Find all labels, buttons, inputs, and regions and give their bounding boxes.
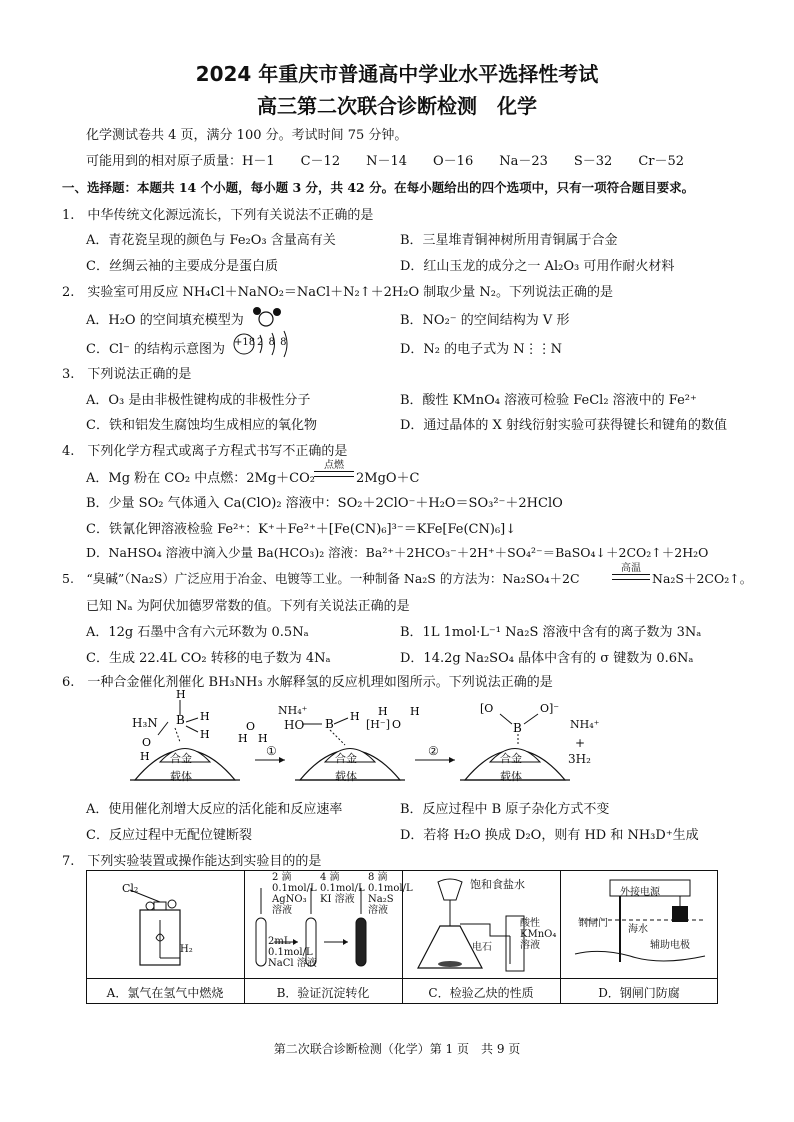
svg-text:O: O [142, 736, 152, 749]
svg-text:H: H [200, 710, 210, 723]
svg-text:H: H [378, 705, 388, 718]
chloride-nucleus: +18 [234, 337, 256, 348]
q7-b-drop2: 4 滴 0.1mol/L KI 溶液 [320, 872, 365, 905]
q6-support-2: 载体 [335, 770, 357, 783]
q6-support-3: 载体 [500, 770, 522, 783]
svg-text:H: H [140, 750, 150, 763]
svg-text:B: B [513, 721, 522, 735]
exam-title: 2024 年重庆市普通高中学业水平选择性考试 [195, 62, 599, 86]
q5-stem-2: 已知 Nₐ 为阿伏加德罗常数的值。下列有关说法正确的是 [86, 599, 410, 614]
q6-alloy-2: 合金 [335, 752, 357, 765]
q7-a-cl2: Cl₂ [122, 882, 139, 895]
svg-text:[O: [O [480, 702, 494, 715]
q6-hminus: [H⁻] [366, 718, 390, 731]
exam-note: 化学测试卷共 4 页，满分 100 分。考试时间 75 分钟。 [86, 128, 408, 143]
q7-c-label: C．检验乙炔的性质 [428, 986, 534, 1000]
svg-text:H: H [200, 728, 210, 741]
exam-subtitle: 高三第二次联合诊断检测 化学 [257, 94, 537, 118]
q2-stem: 2. 实验室可用反应 NH₄Cl＋NaNO₂＝NaCl＋N₂↑＋2H₂O 制取少量 N₂。下列说法正确的是 [62, 285, 613, 300]
q7-d-sea: 海水 [628, 924, 648, 935]
q6-option-d: D．若将 H₂O 换成 D₂O，则有 HD 和 NH₃D⁺生成 [400, 828, 699, 843]
q7-c-brine: 饱和食盐水 [470, 878, 525, 891]
q2-option-b: B．NO₂⁻ 的空间结构为 V 形 [400, 313, 570, 328]
svg-text:H: H [258, 732, 268, 745]
q6-nh4-1: NH₄⁺ [278, 704, 308, 717]
q6-step-1: ① [266, 744, 277, 758]
equals-sign [314, 471, 354, 477]
q7-b-drop1: 2 滴 0.1mol/L AgNO₃ 溶液 [272, 872, 317, 916]
q5-stem: 5. “臭碱”（Na₂S）广泛应用于冶金、电镀等工业。一种制备 Na₂S 的方法为：Na₂SO₄＋2C [62, 571, 580, 586]
section-heading: 一、选择题：本题共 14 个小题，每小题 3 分，共 42 分。在每小题给出的四个选项中，只有一项符合题目要求。 [62, 180, 695, 195]
q3-option-b: B．酸性 KMnO₄ 溶液可检验 FeCl₂ 溶液中的 Fe²⁺ [400, 393, 697, 408]
q1-stem: 1. 中华传统文化源远流长，下列有关说法不正确的是 [62, 208, 374, 223]
q6-alloy-3: 合金 [500, 752, 522, 765]
q5-option-b: B．1L 1mol·L⁻¹ Na₂S 溶液中含有的离子数为 3Nₐ [400, 625, 702, 640]
q4-condition: 点燃 [324, 460, 344, 471]
q6-nh4-2: NH₄⁺ [570, 718, 600, 731]
q5-option-d: D．14.2g Na₂SO₄ 晶体中含有的 σ 键数为 0.6Nₐ [400, 651, 694, 666]
q7-a-label: A．氯气在氢气中燃烧 [106, 986, 224, 1000]
q6-option-a: A．使用催化剂增大反应的活化能和反应速率 [86, 802, 343, 817]
svg-text:B: B [325, 717, 334, 731]
svg-text:O: O [392, 718, 402, 731]
q4-option-b: B．少量 SO₂ 气体通入 Ca(ClO)₂ 溶液中：SO₂＋2ClO⁻＋H₂O＝SO₃²⁻＋2HClO [86, 496, 563, 511]
q4-option-c: C．铁氰化钾溶液检验 Fe²⁺：K⁺＋Fe²⁺＋[Fe(CN)₆]³⁻＝KFe[Fe(CN)₆]↓ [86, 522, 517, 537]
q2-option-a: A．H₂O 的空间填充模型为 [86, 313, 244, 328]
svg-text:B: B [176, 713, 185, 727]
q4-option-a-left: A．Mg 粉在 CO₂ 中点燃：2Mg＋CO₂ [86, 471, 315, 486]
q7-c-carbide: 电石 [472, 942, 492, 953]
q7-b-label: B．验证沉淀转化 [276, 986, 370, 1000]
q7-d-gate: 钢闸门 [578, 918, 608, 929]
q3-option-d: D．通过晶体的 X 射线衍射实验可获得键长和键角的数值 [400, 418, 727, 433]
svg-text:H: H [350, 710, 360, 723]
svg-text:H: H [176, 690, 186, 701]
svg-text:O: O [246, 720, 256, 733]
q5-option-c: C．生成 22.4L CO₂ 转移的电子数为 4Nₐ [86, 651, 331, 666]
q7-a-h2: H₂ [180, 944, 193, 955]
q6-step-2: ② [428, 744, 439, 758]
q2-option-d: D．N₂ 的电子式为 N⋮⋮N [400, 342, 563, 357]
q1-option-a: A．青花瓷呈现的颜色与 Fe₂O₃ 含量高有关 [86, 233, 336, 248]
q7-b-drop3: 8 滴 0.1mol/L Na₂S 溶液 [368, 872, 413, 916]
q6-option-b: B．反应过程中 B 原子杂化方式不变 [400, 802, 610, 817]
q3-option-a: A．O₃ 是由非极性键构成的非极性分子 [86, 393, 311, 408]
q5-stem-right: Na₂S＋2CO₂↑。 [652, 571, 753, 586]
q4-option-a-right: 2MgO＋C [356, 471, 420, 486]
q6-plus: + [575, 736, 586, 750]
water-model-icon [248, 302, 288, 328]
q3-option-c: C．铁和铝发生腐蚀均生成相应的氧化物 [86, 418, 317, 433]
q1-option-d: D．红山玉龙的成分之一 Al₂O₃ 可用作耐火材料 [400, 259, 675, 274]
q6-h2: 3H₂ [568, 752, 591, 766]
q1-option-c: C．丝绸云袖的主要成分是蛋白质 [86, 259, 278, 274]
q7-c-kmno4: 酸性 KMnO₄ 溶液 [520, 918, 557, 951]
equals-sign [612, 574, 650, 580]
q3-stem: 3. 下列说法正确的是 [62, 367, 192, 382]
q7-stem: 7. 下列实验装置或操作能达到实验目的的是 [62, 854, 322, 869]
q6-option-c: C．反应过程中无配位键断裂 [86, 828, 252, 843]
q7-d-power: 外接电源 [620, 887, 660, 898]
q5-condition: 高温 [621, 563, 641, 574]
q4-stem: 4. 下列化学方程式或离子方程式书写不正确的是 [62, 444, 348, 459]
q1-option-b: B．三星堆青铜神树所用青铜属于合金 [400, 233, 618, 248]
q4-option-d: D．NaHSO₄ 溶液中滴入少量 Ba(HCO₃)₂ 溶液：Ba²⁺＋2HCO₃⁻＋2H⁺＋SO₄²⁻＝BaSO₄↓＋2CO₂↑＋2H₂O [86, 545, 709, 560]
svg-text:H: H [238, 732, 248, 745]
chloride-shells: 2 8 8 [257, 337, 288, 348]
svg-text:O]⁻: O]⁻ [540, 702, 560, 715]
q6-h3n: H₃N [132, 716, 158, 730]
q6-ho: HO [284, 718, 305, 732]
q6-alloy-1: 合金 [170, 752, 192, 765]
atomic-masses: 可能用到的相对原子质量：H－1 C－12 N－14 O－16 Na－23 S－32 Cr－52 [86, 154, 685, 169]
q7-b-base: 2mL 0.1mol/L NaCl 溶液 [268, 936, 317, 969]
q6-support-1: 载体 [170, 770, 192, 783]
q7-d-label: D．钢闸门防腐 [598, 986, 680, 1000]
q5-option-a: A．12g 石墨中含有六元环数为 0.5Nₐ [86, 625, 309, 640]
page-footer: 第二次联合诊断检测（化学）第 1 页 共 9 页 [273, 1042, 521, 1056]
q6-stem: 6. 一种合金催化剂催化 BH₃NH₃ 水解释氢的反应机理如图所示。下列说法正确的是 [62, 675, 553, 690]
svg-text:H: H [410, 705, 420, 718]
q2-option-c: C．Cl⁻ 的结构示意图为 [86, 342, 226, 357]
q7-d-aux: 辅助电极 [650, 940, 690, 951]
